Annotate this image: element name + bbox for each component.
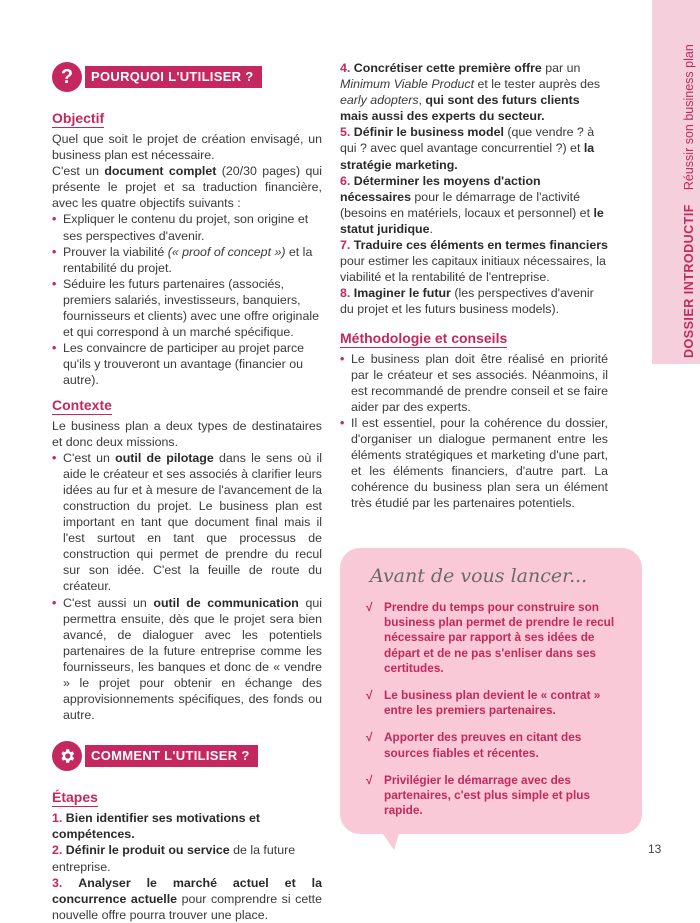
methodo-list (340, 351, 608, 512)
check-icon: √ (366, 772, 373, 787)
why-section-label: POURQUOI L'UTILISER ? (85, 66, 262, 88)
sidebar-title: DOSSIER INTRODUCTIF (682, 204, 696, 358)
callout-item: √ Prendre du temps pour construire son business plan permet de prendre le recul nécessaire par rapport à ses idées de départ et de ne pas s'enliser dans ses certitudes. (366, 600, 615, 675)
left-column (52, 60, 322, 923)
step-item: 5. Définir le business model (que vendre ? à qui ? avec quel avantage concurrentiel ?) et la stratégie marketing. (340, 125, 595, 172)
callout-list (366, 600, 626, 830)
list-item: • Expliquer le contenu du projet, son origine et ses perspectives d'avenir. (52, 211, 322, 243)
callout-item: √ Le business plan devient le « contrat » entre les premiers partenaires. (366, 688, 601, 718)
page-number: 13 (648, 842, 662, 856)
callout-title: Avant de vous lancer... (370, 565, 588, 587)
why-section-header (52, 60, 322, 94)
right-column (340, 60, 608, 511)
check-icon: √ (366, 730, 373, 745)
list-item: • Les convaincre de participer au projet parce qu'ils y trouveront un avantage (financier ou autre). (52, 340, 322, 388)
question-icon: ? (52, 62, 82, 92)
check-icon: √ (366, 688, 373, 703)
list-item: • C'est un outil de pilotage dans le sens où il aide le créateur et ses associés à clarifier leurs idées au fur et à mesure de l'avancement de la construction du projet. Le business plan est important en tant que document final mais il l'est surtout en tant que processus de construction qui permet de prendre du recul sur son idée. C'est la feuille de route du créateur. (52, 450, 322, 595)
callout-item: √ Privilégier le démarrage avec des partenaires, c'est plus simple et plus rapide. (366, 772, 591, 818)
contexte-heading: Contexte (52, 396, 112, 413)
gear-icon (52, 741, 82, 771)
objectif-list (52, 211, 322, 388)
step-item: 4. Concrétiser cette première offre par un Minimum Viable Product et le tester auprès des early adopters, qui sont des futurs clients mais aussi des experts du secteur. (340, 61, 601, 124)
step-item: 1. Bien identifier ses motivations et compétences. (52, 811, 260, 842)
list-item: • C'est aussi un outil de communication qui permettra ensuite, dès que le projet sera bien avancé, de dialoguer avec les potentiels partenaires de la future entreprise comme les fournisseurs, les banques et donc de « vendre » le projet pour obtenir en échange des approvisionnements spécifiques, des fonds ou autre. (52, 595, 322, 724)
callout-tail (380, 830, 400, 850)
steps-list-left (52, 810, 322, 923)
etapes-heading: Étapes (52, 789, 98, 806)
contexte-intro: Le business plan a deux types de destinataires et donc deux missions. (52, 418, 322, 449)
step-item: 7. Traduire ces éléments en termes financiers pour estimer les capitaux initiaux nécessaires, la viabilité et la rentabilité de l'entreprise. (340, 238, 608, 285)
check-icon: √ (366, 600, 373, 614)
objectif-intro-1: Quel que soit le projet de création envisagé, un business plan est nécessaire. (52, 132, 322, 163)
how-section-label: COMMENT L'UTILISER ? (85, 745, 258, 767)
list-item: • Prouver la viabilité (« proof of concept ») et la rentabilité du projet. (52, 244, 322, 276)
callout-item: √ Apporter des preuves en citant des sources fiables et récentes. (366, 730, 582, 760)
list-item: • Le business plan doit être réalisé en priorité par le créateur et ses associés. Néanmoins, il est recommandé de prendre conseil et se faire aider par des experts. (340, 351, 608, 415)
steps-list-right (340, 60, 608, 318)
list-item: • Séduire les futurs partenaires (associés, premiers salariés, investisseurs, banquiers, fournisseurs et clients) avec une offre originale et qui correspond à un marché spécifique. (52, 276, 322, 340)
step-item: 8. Imaginer le futur (les perspectives d'avenir du projet et les futurs business models). (340, 286, 594, 317)
objectif-intro-2: C'est un document complet (20/30 pages) qui présente le projet et sa traduction financière, avec les quatre objectifs suivants : (52, 164, 322, 211)
sidebar-label (682, 44, 696, 358)
step-item: 6. Déterminer les moyens d'action nécessaires pour le démarrage de l'activité (besoins en matériels, locaux et personnel) et le statut juridique. (340, 173, 604, 236)
step-item: 2. Définir le produit ou service de la future entreprise. (52, 843, 296, 874)
list-item: • Il est essentiel, pour la cohérence du dossier, d'organiser un dialogue permanent entre les éléments stratégiques et marketing d'une part, et les éléments financiers, d'autre part. La cohérence du business plan sera un élément très étudié par les partenaires potentiels. (340, 415, 608, 512)
how-section-header (52, 739, 322, 773)
step-item: 3. Analyser le marché actuel et la concurrence actuelle pour comprendre si cette nouvelle offre pourra trouver une place. (52, 875, 322, 922)
contexte-list (52, 450, 322, 724)
sidebar-subtitle: Réussir son business plan (682, 44, 696, 191)
methodo-heading: Méthodologie et conseils (340, 329, 508, 346)
objectif-heading: Objectif (52, 110, 105, 126)
